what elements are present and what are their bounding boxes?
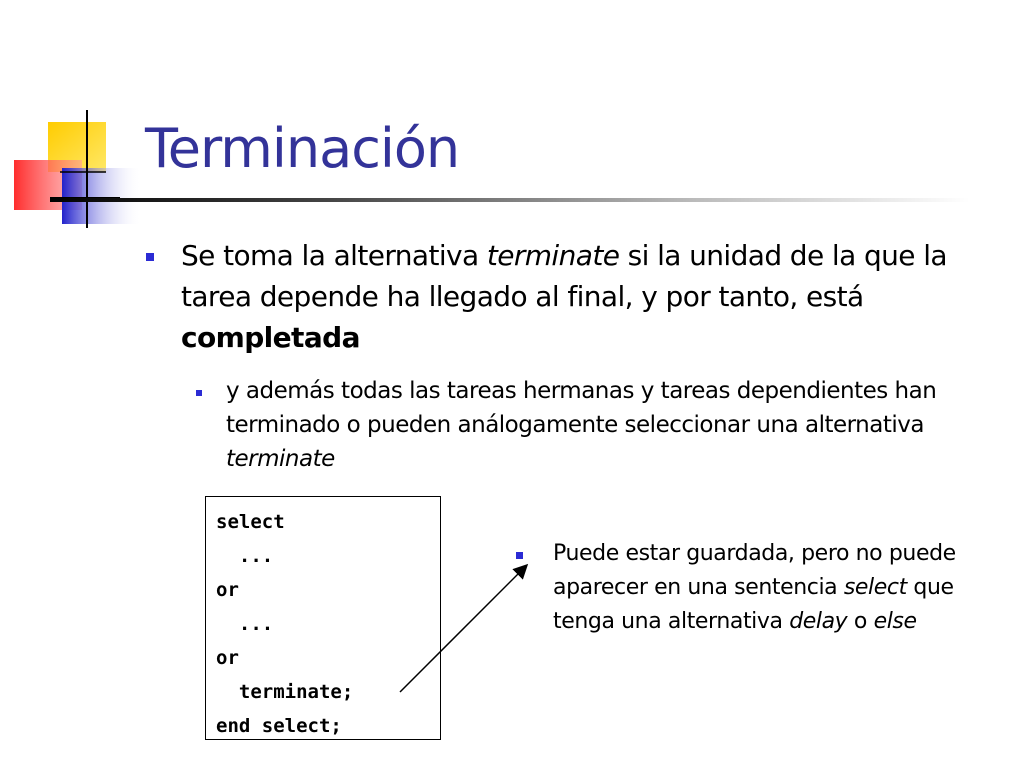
code-line: ... xyxy=(216,613,274,635)
sub-bullet-square-icon xyxy=(196,390,202,396)
italic-text: terminate xyxy=(226,446,335,472)
text-span: si la unidad de la que la tarea depende ha llegado al final, y por tanto, está xyxy=(181,239,947,313)
code-line: select xyxy=(216,511,285,533)
bold-text: completada xyxy=(181,321,360,354)
bullet-square-icon xyxy=(516,552,523,559)
bullet-text-2 xyxy=(226,374,1006,476)
bullet-text-1 xyxy=(181,235,1001,358)
page-title: Terminación xyxy=(145,117,460,180)
title-underline xyxy=(50,198,970,202)
bullet-text-3 xyxy=(553,537,993,639)
code-line: ... xyxy=(216,545,274,567)
bullet-square-icon xyxy=(146,253,154,261)
code-line: terminate; xyxy=(216,681,354,703)
code-line: end select; xyxy=(216,715,342,737)
italic-text: else xyxy=(873,609,917,634)
text-span: o xyxy=(847,609,874,634)
italic-text: terminate xyxy=(486,239,620,272)
text-span: que tenga una alternativa xyxy=(553,575,954,634)
code-box xyxy=(205,496,441,740)
italic-text: select xyxy=(843,575,907,600)
text-span: y además todas las tareas hermanas y tareas dependientes han terminado o pueden análogamente seleccionar una alternativa xyxy=(226,378,937,438)
text-span: Se toma la alternativa xyxy=(181,239,487,272)
code-line: or xyxy=(216,647,239,669)
decorative-logo-icon xyxy=(0,0,150,240)
italic-text: delay xyxy=(789,609,848,634)
text-span: Puede estar guardada, pero no puede aparecer en una sentencia xyxy=(553,541,956,600)
code-line: or xyxy=(216,579,239,601)
